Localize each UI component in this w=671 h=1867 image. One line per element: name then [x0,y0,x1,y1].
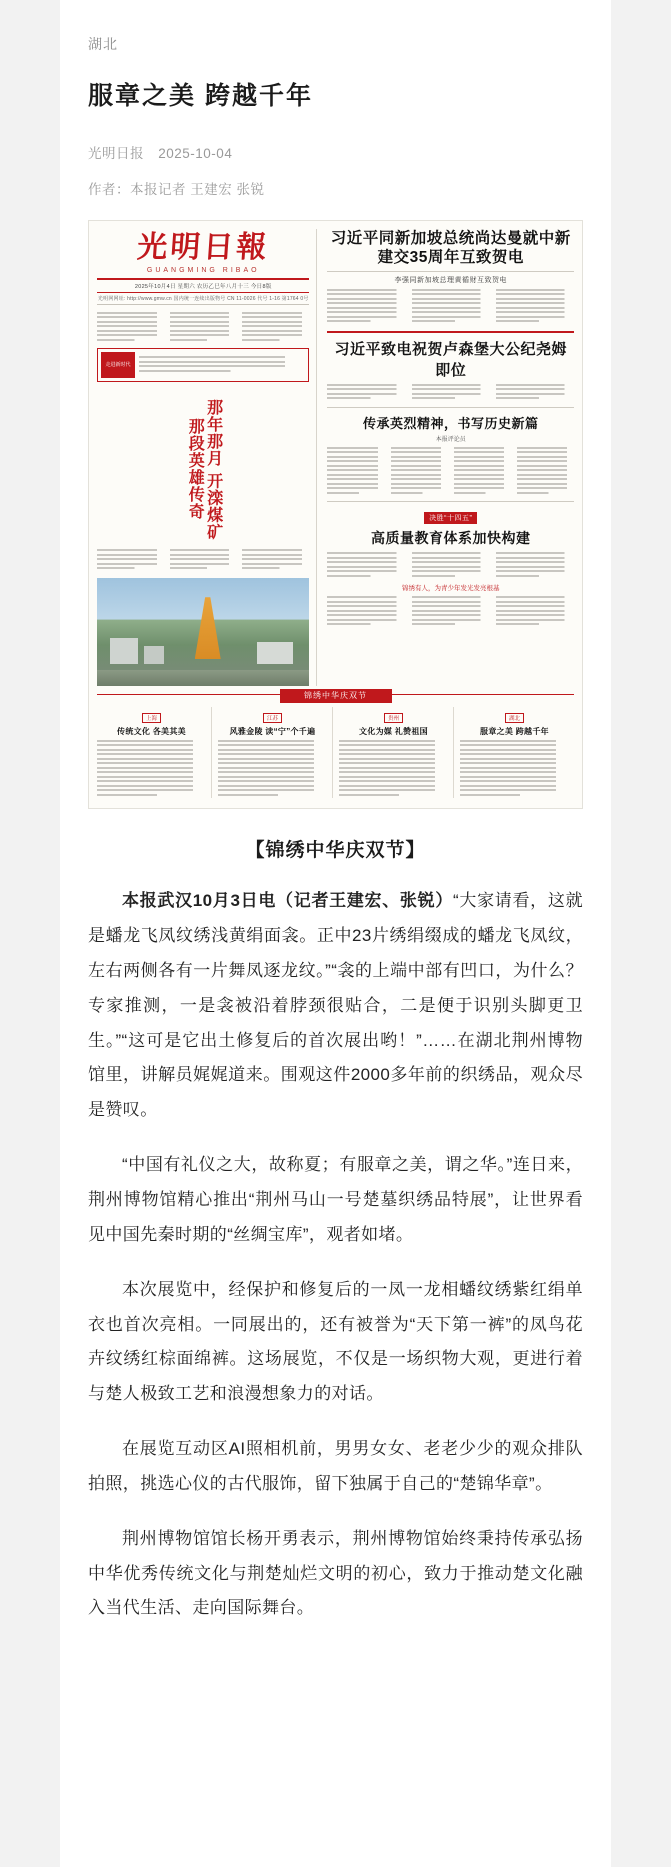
column-badge-text [139,356,305,374]
article-content [60,0,611,1686]
text-column [97,312,165,344]
article-paragraph [88,884,583,1128]
text-column [170,549,238,572]
text-column [517,447,574,497]
masthead-date-bar: 2025年10月4日 星期六 农历乙巳年八月十三 今日8版 [97,278,309,293]
article-date: 2025-10-04 [158,145,233,161]
newspaper-top-section [97,229,574,686]
band-columns [97,707,574,799]
series-tag: 决胜“十四五” [424,512,477,524]
text-column [412,552,490,579]
band-item-tag: 江苏 [263,713,282,723]
newspaper-photo [97,578,309,686]
newspaper-headline-3: 传承英烈精神，书写历史新篇 [362,415,539,431]
band-item [97,707,212,799]
article-meta [88,142,583,162]
article-source: 光明日报 [88,145,144,161]
text-column [242,549,310,572]
newspaper-headline-2: 习近平致电祝贺卢森堡大公纪尧姆即位 [334,340,567,379]
article-columns-4 [327,552,574,579]
article-columns-2 [327,384,574,402]
special-column-box [97,348,309,382]
paragraph-text: “大家请看，这就是蟠龙飞凤纹绣浅黄绢面衾。正中23片绣绢缀成的蟠龙飞凤纹，左右两侧各有一片舞凤逐龙纹。”“衾的上端中部有凹口，为什么？专家推测，一是衾被沿着脖颈很贴合，二是便于识别头脚更卫生。”“这可是它出土修复后的首次展出哟！”……在湖北荆州博物馆里，讲解员娓娓道来。围观这件2000多年前的织绣品，观众尽是赞叹。 [88,891,583,1120]
band-item-tag: 贵州 [384,713,403,723]
text-column [496,384,574,402]
band-item [339,707,454,799]
newspaper-front-page-image [88,220,583,810]
newspaper-right-column [325,229,574,686]
text-column [391,447,448,497]
section-title: 【锦绣中华庆双节】 [245,840,426,862]
masthead-column-text-2 [97,549,309,572]
text-column [327,384,405,402]
article-kicker: 湖北 [88,36,118,52]
band-item-head: 服章之美 跨越千年 [480,726,549,736]
masthead-publication-info: 光明网网址: http://www.gmw.cn 国内统一连续出版物号 CN 11-0026 代号 1-16 第1764 0号 [97,293,309,305]
text-column [97,549,165,572]
band-item-head: 风雅金陵 读“宁”个千遍 [229,726,316,736]
article-byline: 作者：本报记者 王建宏 张锐 [88,181,265,197]
text-column [412,289,490,325]
vertical-headline-wrap [97,388,309,544]
text-column [327,289,405,325]
text-column [327,552,405,579]
text-column [454,447,511,497]
paragraph-lead: 本报武汉10月3日电（记者王建宏、张锐） [122,891,454,911]
band-item-head: 文化为媒 礼赞祖国 [359,726,428,736]
text-column [327,596,405,628]
masthead-pinyin: GUANGMING RIBAO [146,266,260,274]
band-item [218,707,333,799]
text-column [412,384,490,402]
band-item-tag: 上海 [142,713,161,723]
article-columns-3 [327,447,574,497]
article-paragraph: 本次展览中，经保护和修复后的一凤一龙相蟠纹绣紫红绢单衣也首次亮相。一同展出的，还有被誉为“天下第一裤”的凤鸟花卉纹绣红棕面绵裤。这场展览，不仅是一场织物大观，更进行着与楚人极致工艺和浪漫想象力的对话。 [88,1279,583,1404]
newspaper-headline-1: 习近平同新加坡总统尚达曼就中新建交35周年互致贺电 [327,229,574,272]
band-title: 锦绣中华庆双节 [280,689,392,703]
masthead-title: 光明日報 [136,229,271,265]
band-item-head: 传统文化 各美其美 [117,726,186,736]
text-column [496,596,574,628]
article-columns-1 [327,289,574,325]
article-columns-5 [327,596,574,628]
text-column [412,596,490,628]
text-column [242,312,310,344]
text-column [170,312,238,344]
article-paragraph: 在展览互动区AI照相机前，男男女女、老老少少的观众排队拍照，挑选心仪的古代服饰，留下独属于自己的“楚锦华章”。 [88,1439,583,1493]
text-column [496,552,574,579]
newspaper-bottom-band [97,691,574,799]
page-title: 服章之美 跨越千年 [88,82,313,110]
newspaper-headline-3-sub: 本报评论员 [435,436,466,443]
band-item [460,707,574,799]
article-paragraph: 荆州博物馆馆长杨开勇表示，荆州博物馆始终秉持传承弘扬中华优秀传统文化与荆楚灿烂文明的初心，致力于推动楚文化融入当代生活、走向国际舞台。 [88,1528,583,1618]
newspaper-masthead [97,229,309,307]
newspaper-tag-wrap [327,507,574,525]
text-column [327,447,384,497]
band-item-tag: 湖北 [505,713,524,723]
article-paragraph: “中国有礼仪之大，故称夏；有服章之美，谓之华。”连日来，荆州博物馆精心推出“荆州马山一号楚墓织绣品特展”，让世界看见中国先秦时期的“丝绸宝库”，观者如堵。 [88,1155,583,1244]
article-sheet [60,0,611,1867]
photo-caption: 锦绣有人，为青少年发光发亮根基 [401,585,500,592]
text-column [496,289,574,325]
newspaper-left-column [97,229,317,686]
vertical-headline: 那年那月 开滦煤矿那段英雄传奇 [186,398,222,540]
column-badge: 走进新时代 [101,352,135,378]
newspaper-headline-4: 高质量教育体系加快构建 [370,530,531,546]
masthead-column-text [97,312,309,344]
newspaper-subhead-1: 李强同新加坡总理黄循财互致贺电 [394,276,507,284]
